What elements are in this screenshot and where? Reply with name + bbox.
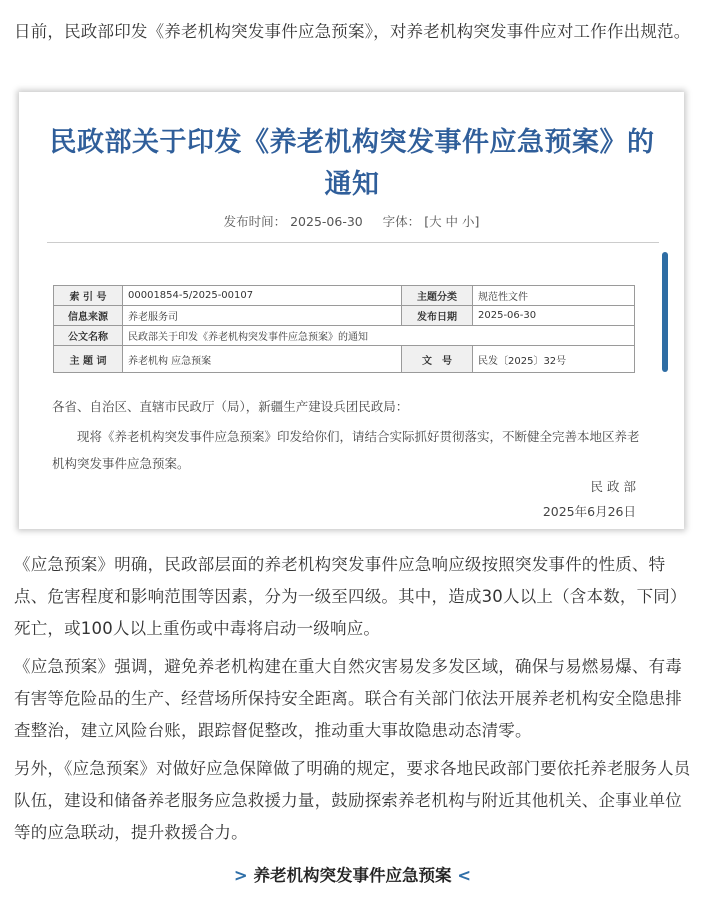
font-size-switch[interactable]: [大 中 小]: [424, 214, 480, 229]
right-arrow-icon: >: [233, 866, 248, 885]
font-size-label: 字体：: [382, 214, 421, 229]
related-link[interactable]: [0, 862, 705, 886]
source-value: 养老服务司: [123, 306, 402, 326]
table-row: [54, 306, 635, 326]
docno-label: 文 号: [402, 346, 473, 373]
table-row: [54, 326, 635, 346]
scrollbar[interactable]: [662, 252, 668, 372]
table-row: [54, 346, 635, 373]
levels-paragraph: 《应急预案》明确，民政部层面的养老机构突发事件应急响应级按照突发事件的性质、特点、危害程度和影响范围等因素，分为一级至四级。其中，造成30人以上（含本数，下同）死亡，或100人以上重伤或中毒将启动一级响应。: [14, 555, 687, 638]
other-paragraph: 另外，《应急预案》对做好应急保障做了明确的规定，要求各地民政部门要依托养老服务人员队伍，建设和储备养老服务应急救援力量，鼓励探索养老机构与附近其他机关、企事业单位等的应急联动，提升救援合力。: [14, 759, 691, 842]
category-label: 主题分类: [402, 286, 473, 306]
doc-name-label: 公文名称: [54, 326, 123, 346]
keywords-value: 养老机构 应急预案: [123, 346, 402, 373]
related-link-text[interactable]: 养老机构突发事件应急预案: [253, 866, 452, 885]
doc-name-value: 民政部关于印发《养老机构突发事件应急预案》的通知: [123, 326, 635, 346]
signer: 民 政 部: [590, 479, 636, 494]
publish-meta: [19, 212, 684, 230]
date-label: 发布日期: [402, 306, 473, 326]
category-value: 规范性文件: [473, 286, 635, 306]
source-label: 信息来源: [54, 306, 123, 326]
table-row: [54, 286, 635, 306]
index-label: 索 引 号: [54, 286, 123, 306]
left-arrow-icon: <: [457, 866, 472, 885]
publish-label: 发布时间：: [223, 214, 287, 229]
emphasis-paragraph: 《应急预案》强调，避免养老机构建在重大自然灾害易发多发区域，确保与易燃易爆、有毒有害等危险品的生产、经营场所保持安全距离。联合有关部门依法开展养老机构安全隐患排查整治，建立风险台账，跟踪督促整改，推动重大事故隐患动态清零。: [14, 657, 682, 740]
sign-date: 2025年6月26日: [542, 504, 636, 519]
intro-paragraph: 日前，民政部印发《养老机构突发事件应急预案》，对养老机构突发事件应对工作作出规范。: [14, 22, 691, 41]
keywords-label: 主 题 词: [54, 346, 123, 373]
index-value: 00001854-5/2025-00107: [123, 286, 402, 306]
publish-date: 2025-06-30: [290, 214, 363, 229]
docno-value: 民发〔2025〕32号: [473, 346, 635, 373]
date-value: 2025-06-30: [473, 306, 635, 326]
document-info-table: [53, 285, 635, 373]
title-divider: [47, 242, 659, 243]
notice-title: 民政部关于印发《养老机构突发事件应急预案》的通知: [49, 127, 655, 200]
recipients: 各省、自治区、直辖市民政厅（局），新疆生产建设兵团民政局：: [52, 399, 409, 414]
notice-screenshot: [19, 92, 684, 529]
notice-body: 现将《养老机构突发事件应急预案》印发给你们，请结合实际抓好贯彻落实，不断健全完善本地区养老机构突发事件应急预案。: [52, 429, 640, 471]
